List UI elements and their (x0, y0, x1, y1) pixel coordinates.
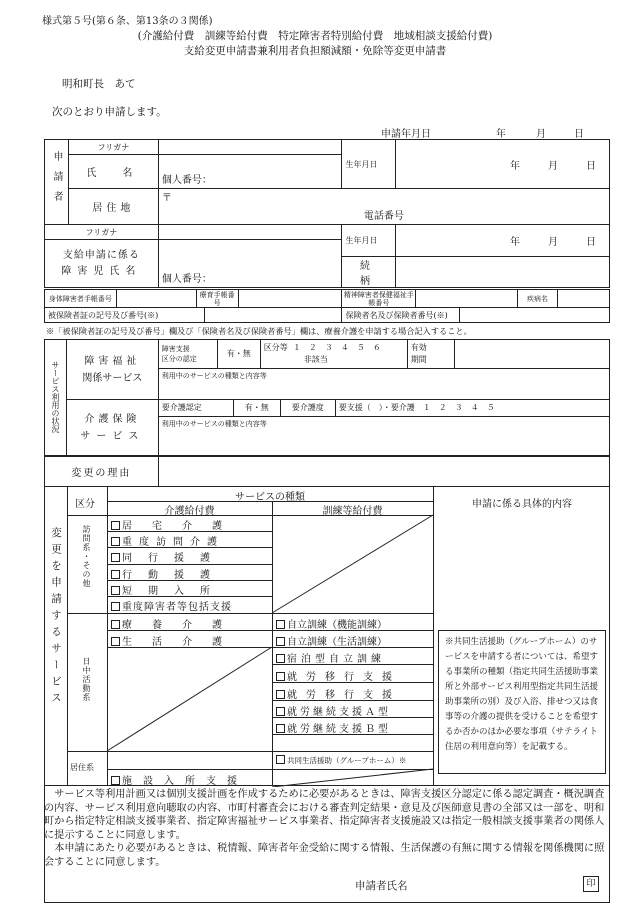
group-home-note: ※共同生活援助（グループホーム）のサービスを申請する者については、希望する事業所の種類（指定共同生活援助事業所と外部サービス利用型指定共同生活援助事業所の別）及び入浴、排せつ又は食事等の介護の提供を受けることを希望するか否かのほか必要な事項（サテライト住居の利用意向等）を記載する。 (438, 630, 606, 774)
change-reason-table (44, 455, 610, 487)
group-residence-label: 居住系 (70, 763, 94, 772)
child-birthdate-label: 生年月日 (342, 225, 396, 257)
welfare-current-services[interactable]: 利用中のサービスの種類と内容等 (159, 368, 609, 398)
day-training-item[interactable]: 就労継続支援Ａ型 (276, 703, 391, 718)
checkbox-icon[interactable] (276, 707, 285, 716)
child-birthdate-field[interactable]: 年 月 日 (396, 225, 610, 257)
applicant-name-field[interactable] (158, 155, 342, 189)
form-title-line2: 支給変更申請書兼利用者負担額減額・免除等変更申請書 (183, 45, 447, 57)
checkbox-icon[interactable] (111, 637, 120, 646)
visit-item[interactable]: 行動援護 (111, 566, 226, 581)
applicant-address-label: 居住地 (68, 189, 158, 225)
seal-icon: 印 (583, 876, 599, 892)
mental-notebook-label: 精神障害者保健福祉手帳番号 (343, 290, 414, 307)
visit-item[interactable]: 同行援護 (111, 549, 226, 564)
residence-training-item[interactable]: 共同生活援助（グループホーム）※ (276, 755, 406, 766)
child-my-number-label: 個人番号： (161, 274, 212, 285)
child-furigana-label: フリガナ (45, 225, 159, 240)
physical-notebook-field[interactable] (116, 290, 196, 308)
checkbox-icon[interactable] (111, 537, 120, 546)
insured-number-label: 被保険者証の記号及び番号(※) (45, 308, 205, 323)
applicant-section-label: 申請者 (45, 140, 69, 225)
child-relation-field[interactable] (396, 257, 610, 288)
checkbox-icon[interactable] (276, 637, 285, 646)
day-training-item[interactable]: 宿泊型自立訓練 (276, 650, 385, 665)
checkbox-icon[interactable] (111, 620, 120, 629)
application-date-month[interactable]: 月 (536, 129, 546, 140)
applicant-birthdate-field[interactable]: 年 月 日 (396, 140, 610, 189)
checkbox-icon[interactable] (276, 620, 285, 629)
form-title-line1: (介護給付費 訓練等給付費 特定障害者特別給付費 地域相談支援給付費) (137, 30, 493, 42)
change-reason-label: 変更の理由 (45, 456, 159, 487)
change-service-box (44, 486, 610, 786)
group-visit-label: 訪問系・その他 (82, 525, 91, 588)
valid-period-field[interactable] (454, 340, 609, 368)
checkbox-icon[interactable] (111, 586, 120, 595)
signature-label: 申請者氏名 (355, 880, 408, 892)
group-day-label: 日中活動系 (82, 657, 91, 702)
child-relation-label: 続 柄 (342, 257, 396, 288)
change-section-label: 変更を申請するサービス (50, 527, 62, 709)
notebook-table (44, 289, 610, 308)
application-date-year[interactable]: 年 (496, 129, 506, 140)
insurance-note: ※「被保険者証の記号及び番号」欄及び「保険者名及び保険者番号」欄は、療養介護を申請する場合記入すること。 (46, 326, 472, 336)
welfare-inner-table (159, 340, 609, 398)
applicant-name-label: 氏 名 (68, 155, 158, 189)
checkbox-icon[interactable] (276, 724, 285, 733)
care-inner-table (159, 400, 609, 456)
applicant-furigana-field[interactable] (158, 140, 342, 155)
checkbox-icon[interactable] (276, 654, 285, 663)
disease-field[interactable] (558, 290, 610, 308)
consent-paragraph-2: 本申請にあたり必要があるときは、税情報、障害者年金受給に関する情報、生活保護の有無に関する情報を関係機関に照会することに同意します。 (44, 843, 605, 868)
care-cert-label: 要介護認定 (159, 400, 234, 416)
day-training-item[interactable]: 就労移行支援 (276, 686, 401, 701)
mental-notebook-field[interactable] (416, 290, 518, 308)
care-benefit-header: 介護給付費 (164, 506, 215, 517)
applicant-address-field[interactable]: 〒 電話番号 (158, 189, 609, 225)
checkbox-icon[interactable] (111, 521, 120, 530)
day-training-item[interactable]: 就労移行支援 (276, 668, 401, 683)
checkbox-icon[interactable] (111, 602, 120, 611)
day-care-item[interactable]: 生活介護 (111, 633, 242, 648)
checkbox-icon[interactable] (111, 776, 120, 785)
checkbox-icon[interactable] (276, 672, 285, 681)
applicant-birthdate-label: 生年月日 (342, 140, 396, 189)
care-current-services[interactable]: 利用中のサービスの種類と内容等 (159, 416, 609, 456)
child-name-label: 支給申請に係る 障害児氏名 (45, 240, 159, 288)
child-name-field[interactable] (158, 240, 342, 288)
care-level-options[interactable]: 要支援（ ）・要介護 １ ２ ３ ４ ５ (335, 400, 609, 416)
day-training-item[interactable]: 自立訓練（機能訓練） (276, 616, 387, 631)
detail-header: 申請に係る具体的内容 (472, 499, 572, 510)
applicant-table (44, 139, 610, 288)
insurer-label: 保険者名及び保険者番号(※) (342, 308, 460, 323)
visit-item[interactable]: 短期入所 (111, 582, 226, 597)
application-date-label: 申請年月日 (381, 129, 431, 140)
visit-item[interactable]: 居宅介護 (111, 517, 242, 532)
care-level-label: 要介護度 (280, 400, 335, 416)
checkbox-icon[interactable] (111, 570, 120, 579)
insured-number-field[interactable] (204, 308, 342, 323)
day-care-item[interactable]: 療養介護 (111, 616, 242, 631)
care-service-label: 介護保険 サービス (66, 400, 158, 457)
checkbox-icon[interactable] (276, 690, 285, 699)
applicant-furigana-label: フリガナ (68, 140, 158, 155)
checkbox-icon[interactable] (111, 553, 120, 562)
rehab-notebook-label: 療育手帳番号 (196, 290, 238, 308)
change-reason-field[interactable] (158, 456, 609, 487)
visit-item[interactable]: 重度訪問介護 (111, 533, 224, 548)
support-cert-label: 障害支援 区分の認定 (159, 340, 218, 368)
form-number: 様式第５号(第６条、第13条の３関係) (42, 16, 213, 27)
service-status-label: サービス利用の状況 (45, 340, 67, 457)
application-date-day[interactable]: 日 (574, 129, 584, 140)
applicant-phone-label: 電話番号 (363, 211, 404, 222)
service-type-header: サービスの種類 (235, 492, 305, 503)
support-cert-yes-no[interactable]: 有・無 (217, 340, 260, 368)
category-header: 区分 (75, 499, 95, 510)
welfare-service-label: 障害福祉 関係サービス (66, 340, 158, 400)
physical-notebook-label: 身体障害者手帳番号 (45, 290, 117, 308)
service-status-table (44, 339, 610, 457)
intro-text: 次のとおり申請します。 (52, 106, 167, 118)
training-benefit-header: 訓練等給付費 (322, 506, 383, 517)
consent-box (44, 785, 610, 903)
residence-care-item[interactable]: 施設入所支援 (111, 772, 248, 787)
day-training-item[interactable]: 就労継続支援Ｂ型 (276, 720, 391, 735)
child-furigana-field[interactable] (158, 225, 342, 240)
detail-field[interactable] (434, 515, 610, 625)
valid-period-label: 有効 期間 (407, 340, 454, 368)
consent-paragraph-1: サービス等利用計画又は個別支援計画を作成するために必要があるときは、障害支援区分認定に係る認定調査・概況調査の内容、サービス利用意向聴取の内容、市町村審査会における審査判定結果・意見及び医師意見書の全部又は一部を、明和町から指定特定相談支援事業者、指定障害福祉サービス事業者、指定障害者支援施設又は指定一般相談支援事業者の関係人に提示することに同意します。 (44, 789, 605, 841)
insurer-field[interactable] (460, 308, 610, 323)
addressee: 明和町長 あて (62, 78, 136, 90)
support-category[interactable]: 区分等 １ ２ ３ ４ ５ ６ 非該当 (260, 340, 407, 368)
disease-label: 疾病名 (518, 290, 558, 308)
insurance-table (44, 307, 610, 323)
care-cert-yes-no[interactable]: 有・無 (233, 400, 280, 416)
applicant-my-number-label: 個人番号： (161, 175, 212, 186)
checkbox-icon[interactable] (276, 755, 285, 764)
rehab-notebook-field[interactable] (238, 290, 342, 308)
day-training-item[interactable]: 自立訓練（生活訓練） (276, 633, 387, 648)
visit-item[interactable]: 重度障害者等包括支援 (111, 598, 232, 613)
